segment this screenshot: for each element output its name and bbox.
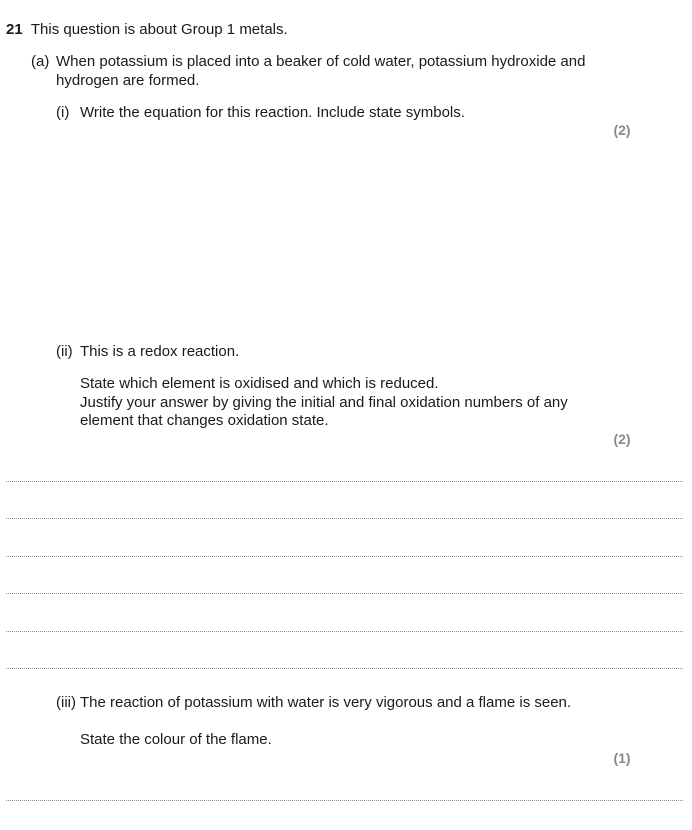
- part-i-marks: (2): [613, 122, 631, 138]
- part-ii-text: This is a redox reaction.: [80, 343, 240, 360]
- answer-line[interactable]: [6, 556, 683, 557]
- part-iii-instruction: State the colour of the flame.: [80, 731, 272, 748]
- part-ii-instruction-line3: element that changes oxidation state.: [80, 412, 329, 429]
- part-iii-marks: (1): [613, 750, 631, 766]
- part-ii-instruction-line1: State which element is oxidised and which is reduced.: [80, 375, 439, 392]
- part-i-answer-space[interactable]: [6, 145, 683, 335]
- part-a-text-line1: When potassium is placed into a beaker of cold water, potassium hydroxide and: [56, 53, 586, 70]
- part-a-label: (a): [31, 53, 50, 70]
- question-stem: This question is about Group 1 metals.: [30, 21, 288, 38]
- part-ii-label: (ii): [56, 343, 73, 360]
- part-i-text: Write the equation for this reaction. Include state symbols.: [80, 104, 465, 121]
- part-iii-label: (iii): [56, 694, 76, 711]
- part-ii-marks: (2): [613, 431, 631, 447]
- answer-line[interactable]: [6, 518, 683, 519]
- question-number: 21: [6, 21, 23, 38]
- question-header: [6, 20, 288, 39]
- answer-line[interactable]: [6, 668, 683, 669]
- answer-line[interactable]: [6, 593, 683, 594]
- part-a-text-line2: hydrogen are formed.: [56, 72, 200, 89]
- answer-line[interactable]: [6, 481, 683, 482]
- part-iii-text: The reaction of potassium with water is very vigorous and a flame is seen.: [80, 694, 572, 711]
- answer-line[interactable]: [6, 631, 683, 632]
- part-ii-instruction-line2: Justify your answer by giving the initial and final oxidation numbers of any: [80, 394, 568, 411]
- answer-line[interactable]: [6, 800, 683, 801]
- part-i-label: (i): [56, 104, 70, 121]
